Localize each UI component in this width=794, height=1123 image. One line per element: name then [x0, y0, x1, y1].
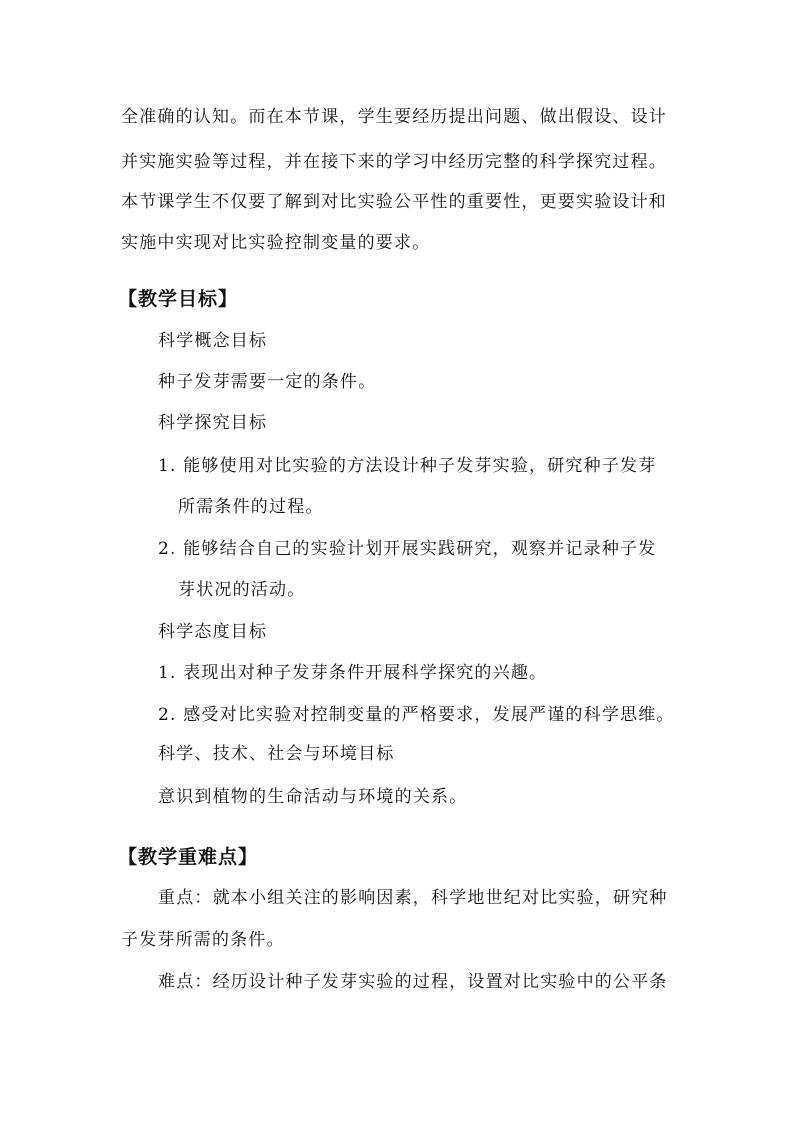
inquiry-item-2-line-1: 2. 能够结合自己的实验计划开展实践研究，观察并记录种子发 — [158, 539, 657, 559]
intro-line-2: 并实施实验等过程，并在接下来的学习中经历完整的科学探究过程。 — [121, 152, 667, 172]
attitude-item-1: 1. 表现出对种子发芽条件开展科学探究的兴趣。 — [158, 663, 548, 683]
key-point-line-2: 子发芽所需的条件。 — [121, 930, 285, 950]
attitude-objective-title: 科学态度目标 — [158, 622, 268, 642]
stse-objective-title: 科学、技术、社会与环境目标 — [158, 744, 395, 764]
intro-line-3: 本节课学生不仅要了解到对比实验公平性的重要性，更要实验设计和 — [121, 192, 667, 212]
inquiry-item-1-line-1: 1. 能够使用对比实验的方法设计种子发芽实验，研究种子发芽 — [158, 456, 657, 476]
concept-objective-text: 种子发芽需要一定的条件。 — [158, 372, 377, 392]
difficult-point-line-1: 难点：经历设计种子发芽实验的过程，设置对比实验中的公平条 — [158, 972, 668, 992]
inquiry-item-1-line-2: 所需条件的过程。 — [178, 497, 324, 517]
inquiry-objective-title: 科学探究目标 — [158, 413, 268, 433]
intro-line-1: 全准确的认知。而在本节课，学生要经历提出问题、做出假设、设计 — [121, 107, 667, 127]
key-point-line-1: 重点：就本小组关注的影响因素，科学地世纪对比实验，研究种 — [158, 888, 668, 908]
concept-objective-title: 科学概念目标 — [158, 331, 268, 351]
attitude-item-2: 2. 感受对比实验对控制变量的严格要求，发展严谨的科学思维。 — [158, 705, 675, 725]
inquiry-item-2-line-2: 芽状况的活动。 — [178, 580, 306, 600]
stse-objective-text: 意识到植物的生命活动与环境的关系。 — [158, 787, 468, 807]
key-points-heading: 【教学重难点】 — [118, 846, 259, 868]
objectives-heading: 【教学目标】 — [118, 288, 239, 310]
intro-line-4: 实施中实现对比实验控制变量的要求。 — [121, 233, 431, 253]
